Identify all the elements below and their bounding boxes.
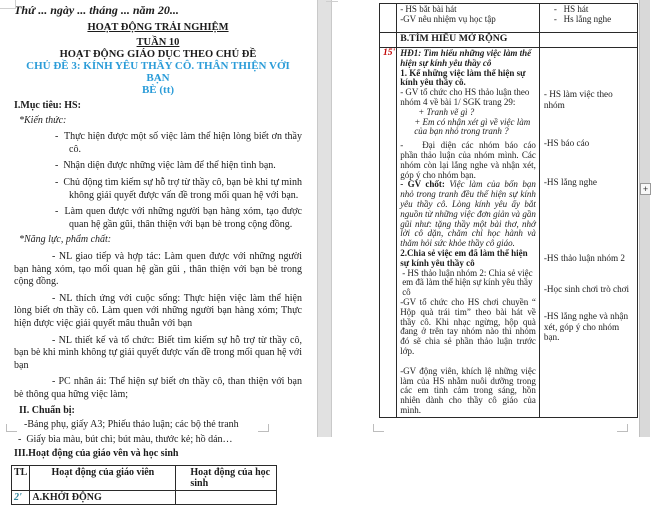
- objective-label: I.Mục tiêu:: [14, 100, 62, 112]
- step1-title: 1. Kể những việc làm thể hiện sự kính yêu thầy cô.: [400, 67, 526, 88]
- page-corner-fragment: [0, 0, 16, 9]
- student-intro-cell: [539, 4, 637, 33]
- student-intro-line: - HS hát: [553, 4, 589, 14]
- question-1: + Tranh vẽ gì ?: [418, 106, 475, 117]
- competence-item: - NL giao tiếp và hợp tác: Làm quen được với những người bạn hàng xóm, tạo mối quan hệ gần gũi , thân thiện với bạn bè trong cộng đồng.: [14, 251, 302, 288]
- teacher-activity-cell: [397, 48, 540, 418]
- knowledge-label: *Kiến thức:: [19, 114, 67, 126]
- text-boundary-mark: [373, 424, 384, 432]
- page-gap: [317, 0, 332, 437]
- heading-activity-experience: HOẠT ĐỘNG TRẢI NGHIỆM: [87, 21, 229, 33]
- encourage-paragraph: -GV động viên, khích lệ những việc làm của HS nhằm nuôi dưỡng trong các em tình cảm trong sáng, hồn nhiên dành cho thầy cô giáo của mình.: [400, 365, 536, 415]
- gv-chot-label: - GV chốt:: [400, 179, 445, 190]
- student-activity-cell: [539, 48, 637, 418]
- question-2: + Em có nhận xét gì về việc làm của bạn nhỏ trong tranh ?: [414, 116, 531, 137]
- teacher-intro-cell: [397, 4, 540, 33]
- prepare-label: II. Chuẩn bị:: [19, 404, 75, 416]
- student-note: -HS lắng nghe: [543, 177, 597, 187]
- student-note: -Học sinh chơi trò chơi: [543, 284, 630, 294]
- gv-chot-paragraph: [400, 180, 536, 249]
- step1-body: - GV tổ chức cho HS thảo luận theo nhóm 4 về bài 1/ SGK trang 29:: [400, 87, 530, 107]
- text-boundary-mark: [617, 424, 628, 432]
- heading-chapter: [14, 60, 302, 96]
- student-note: -HS lắng nghe và nhận xét, góp ý cho nhóm bạn.: [543, 311, 629, 342]
- gv-chot-text: Việc làm của bốn bạn nhỏ trong tranh đều thể hiện sự kính yêu thầy cô. Lòng kính yêu ấy bắt nguồn từ những việc đơn giản và gần gũi như: tặng thầy một bài thơ, nhớ lời cô dặn, chăm chỉ học hành và thăm hỏi sức khỏe thầy cô giáo.: [400, 179, 536, 249]
- knowledge-item: - Làm quen được với những người bạn hàng xóm, tạo được quan hệ gần gũi, thân thiện với bạn bè trong cộng đồng.: [55, 206, 302, 230]
- time-cell: 2': [12, 490, 30, 504]
- heading-chapter-line1: CHỦ ĐỀ 3: KÍNH YÊU THẦY CÔ. THÂN THIỆN VỚI BẠN: [26, 60, 290, 85]
- competence-item: - NL thích ứng với cuộc sống: Thực hiện việc làm thể hiện lòng biết ơn thầy cô. Làm quen với những người bạn hàng xóm; Thực hiện được việc giải quyết mâu thuẫn với bạn: [14, 292, 302, 329]
- student-note: -HS thảo luận nhóm 2: [543, 253, 625, 263]
- page-right: [332, 0, 639, 437]
- student-note: - HS làm việc theo nhóm: [543, 89, 613, 110]
- heading-week: TUẦN 10: [136, 36, 180, 48]
- activities-label: III.Hoạt động của giáo vên và học sinh: [14, 448, 179, 460]
- competence-item: - NL thiết kế và tổ chức: Biết tìm kiếm sự hỗ trợ từ thầy cô, bạn bè khi mình không tự giải quyết được vấn đề trong mối quan hệ với bạn: [14, 334, 302, 371]
- heading-education-theme: HOẠT ĐỘNG GIÁO DỤC THEO CHỦ ĐỀ: [59, 48, 257, 60]
- column-header-teacher: Hoạt động của giáo viên: [30, 465, 176, 490]
- objective-line: [14, 100, 302, 113]
- step2-game: -GV tổ chức cho HS chơi chuyền “ Hộp quà trái tim” theo bài hát về thầy cô. Khi nhạc ngừng, hộp quà đang ở trên tay nhóm nào thì nhóm đó sẽ chia sẻ phần thảo luận trước lớp.: [400, 296, 536, 356]
- competence-item: - PC nhân ái: Thể hiện sự biết ơn thầy cô, than thiện với bạn bè thông qua hững việc làm;: [14, 376, 302, 400]
- time-cell-15: 15': [380, 48, 397, 418]
- right-margin-background: [639, 0, 650, 437]
- heading-chapter-line2: BÈ (tt): [141, 84, 175, 97]
- step2-title: 2.Chia sẻ việc em đã làm thể hiện sự kính yêu thầy cô: [400, 247, 528, 268]
- date-line: Thứ ... ngày ... tháng ... năm 20...: [14, 3, 179, 17]
- activities-table-left: [11, 465, 277, 505]
- activity-cell-warmup: A.KHỞI ĐỘNG: [30, 490, 176, 504]
- report-text: Đại diện các nhóm báo cáo phần thảo luận của nhóm mình. Các nhóm còn lại lắng nghe và nhận xét, góp ý cho nhóm bạn.: [400, 140, 536, 180]
- column-header-student: Hoạt động của học sinh: [176, 465, 277, 490]
- expand-plus-button[interactable]: +: [640, 183, 651, 195]
- time-cell-empty: [380, 33, 397, 48]
- knowledge-item: - Thực hiện được một số việc làm thể hiện lòng biết ơn thầy cô.: [55, 131, 302, 155]
- student-cell-empty: [539, 33, 637, 48]
- report-paragraph: [400, 141, 536, 180]
- page-corner-fragment: [326, 1, 338, 2]
- prepare-item: - Giấy bìa màu, bút chì; bút màu, thước kẻ; hồ dán…: [18, 433, 233, 445]
- knowledge-item: - Chủ động tìm kiếm sự hỗ trợ từ thầy cô, bạn bè khi tự mình không giải quyết được vấn đề trong mối quan hệ với bạn.: [55, 177, 302, 201]
- objective-tail: HS:: [64, 100, 81, 112]
- activities-table-right: [379, 3, 638, 418]
- report-dash: -: [400, 140, 404, 151]
- step2-body: - HS thảo luận nhóm 2: Chia sẻ việc em đã làm thể hiện sự kính yêu thầy cô: [402, 267, 533, 298]
- column-header-tl: TL: [12, 465, 30, 490]
- text-boundary-mark: [258, 424, 269, 432]
- time-cell-empty: [380, 4, 397, 33]
- section-b-header: B.TÌM HIỂU MỞ RỘNG: [397, 33, 540, 48]
- teacher-intro-line: - HS bắt bài hát: [400, 4, 457, 14]
- competence-label: *Năng lực, phẩm chất:: [19, 234, 112, 246]
- page-left: [0, 0, 317, 503]
- knowledge-item: - Nhận diện được những việc làm để thể hiện tình bạn.: [55, 160, 276, 172]
- hd1-title: HĐ1: Tìm hiểu những việc làm thể hiện sự kính yêu thầy cô: [400, 48, 532, 68]
- student-intro-line: - Hs lắng nghe: [553, 13, 612, 24]
- prepare-item: -Bảng phụ, giấy A3; Phiếu thảo luận; các bộ thẻ tranh: [24, 419, 239, 431]
- teacher-intro-line: -GV nêu nhiệm vụ học tập: [400, 13, 496, 24]
- text-boundary-mark: [6, 424, 17, 432]
- student-cell-empty: [176, 490, 277, 504]
- student-note: -HS báo cáo: [543, 138, 590, 148]
